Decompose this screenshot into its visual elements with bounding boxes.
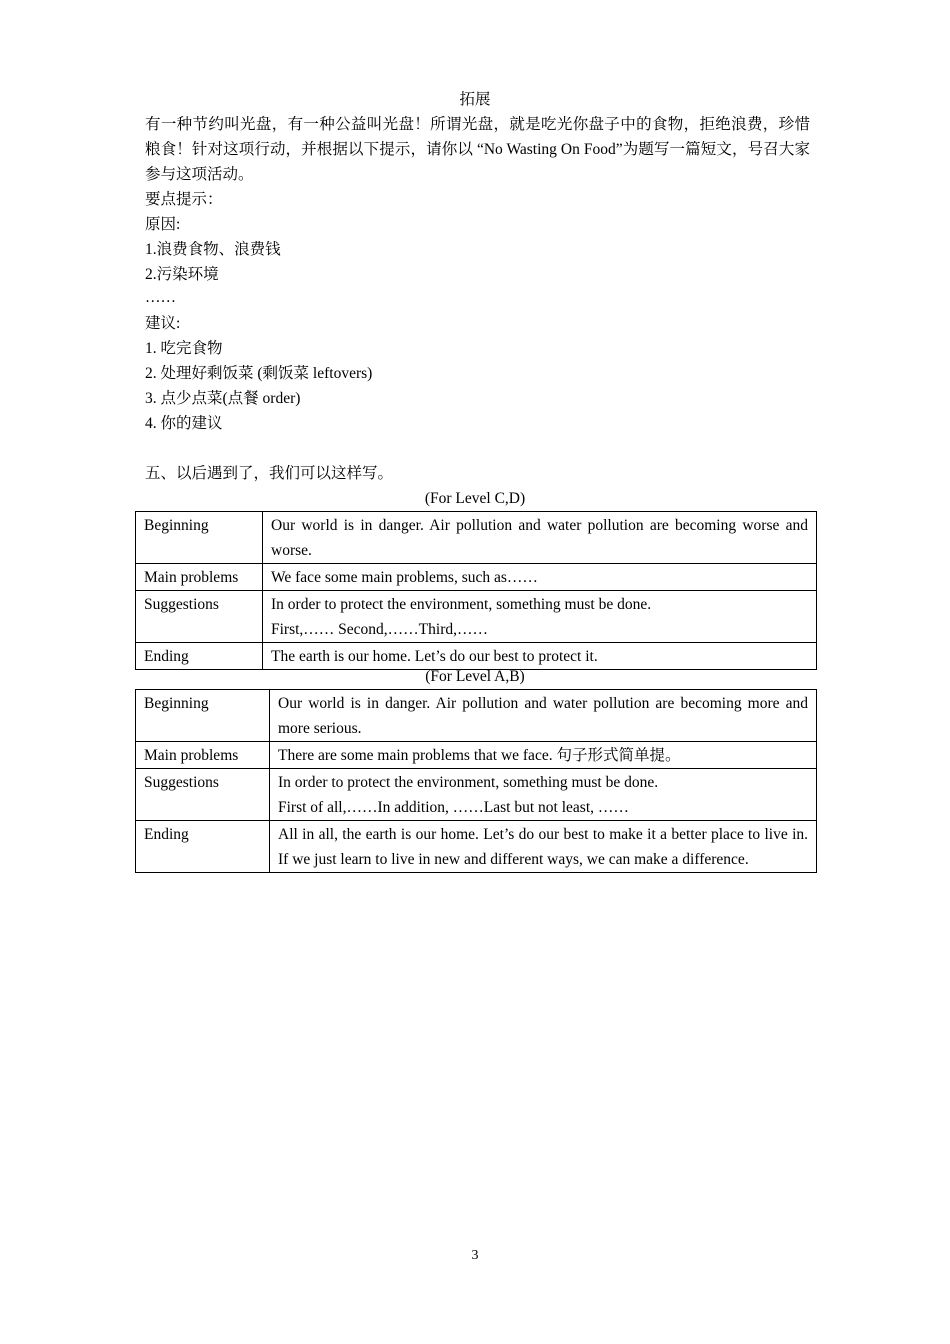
row-content: The earth is our home. Let’s do our best to protect it. — [263, 643, 817, 670]
row-content: In order to protect the environment, something must be done. — [271, 596, 652, 613]
row-label: Suggestions — [136, 769, 270, 821]
intro-paragraph: 有一种节约叫光盘，有一种公益叫光盘！所谓光盘，就是吃光你盘子中的食物，拒绝浪费，珍惜粮食！针对这项行动，并根据以下提示，请你以 “No Wasting On Food”为题写一篇短文，号召大家参与这项活动。 — [145, 116, 810, 183]
table-row — [136, 564, 817, 591]
row-content-cell — [270, 769, 817, 821]
row-label: Beginning — [136, 690, 270, 742]
suggestion-item: 2. 处理好剩饭菜 (剩饭菜 leftovers) — [145, 365, 373, 382]
table-level-ab — [135, 689, 817, 873]
table-row — [136, 821, 817, 873]
table-ab-caption: (For Level A,B) — [425, 668, 525, 685]
table-cd-caption: (For Level C,D) — [424, 490, 526, 507]
row-content: In order to protect the environment, something must be done. — [278, 774, 659, 791]
table-row — [136, 512, 817, 564]
row-content: We face some main problems, such as…… — [263, 564, 817, 591]
row-content-cell — [263, 591, 817, 643]
table-row — [136, 742, 817, 769]
heading: 拓展 — [459, 91, 491, 108]
row-content: Our world is in danger. Air pollution and water pollution are becoming worse and worse. — [263, 512, 817, 564]
row-label: Main problems — [136, 742, 270, 769]
reason-item: 2.污染环境 — [145, 266, 219, 283]
suggestion-item: 4. 你的建议 — [145, 415, 223, 432]
suggestions-label: 建议: — [145, 315, 181, 332]
row-content: There are some main problems that we face. 句子形式简单提。 — [270, 742, 817, 769]
row-content-line2: First,…… Second,……Third,…… — [271, 621, 488, 638]
section-title: 五、以后遇到了，我们可以这样写。 — [145, 465, 394, 482]
tips-label: 要点提示： — [145, 191, 223, 208]
row-content-line2: First of all,……In addition, ……Last but not least, …… — [278, 799, 629, 816]
row-label: Beginning — [136, 512, 263, 564]
row-content: All in all, the earth is our home. Let’s do our best to make it a better place to live in. If we just learn to live in new and different ways, we can make a difference. — [270, 821, 817, 873]
page-number: 3 — [471, 1248, 479, 1263]
table-row — [136, 769, 817, 821]
table-row — [136, 690, 817, 742]
reasons-label: 原因: — [145, 216, 181, 233]
row-content: Our world is in danger. Air pollution and water pollution are becoming more and more serious. — [270, 690, 817, 742]
reason-ellipsis: …… — [145, 289, 176, 306]
table-row — [136, 591, 817, 643]
row-label: Suggestions — [136, 591, 263, 643]
row-label: Ending — [136, 821, 270, 873]
suggestion-item: 3. 点少点菜(点餐 order) — [145, 390, 301, 407]
table-level-cd — [135, 511, 817, 670]
reason-item: 1.浪费食物、浪费钱 — [145, 241, 281, 258]
row-label: Ending — [136, 643, 263, 670]
row-label: Main problems — [136, 564, 263, 591]
suggestion-item: 1. 吃完食物 — [145, 340, 223, 357]
